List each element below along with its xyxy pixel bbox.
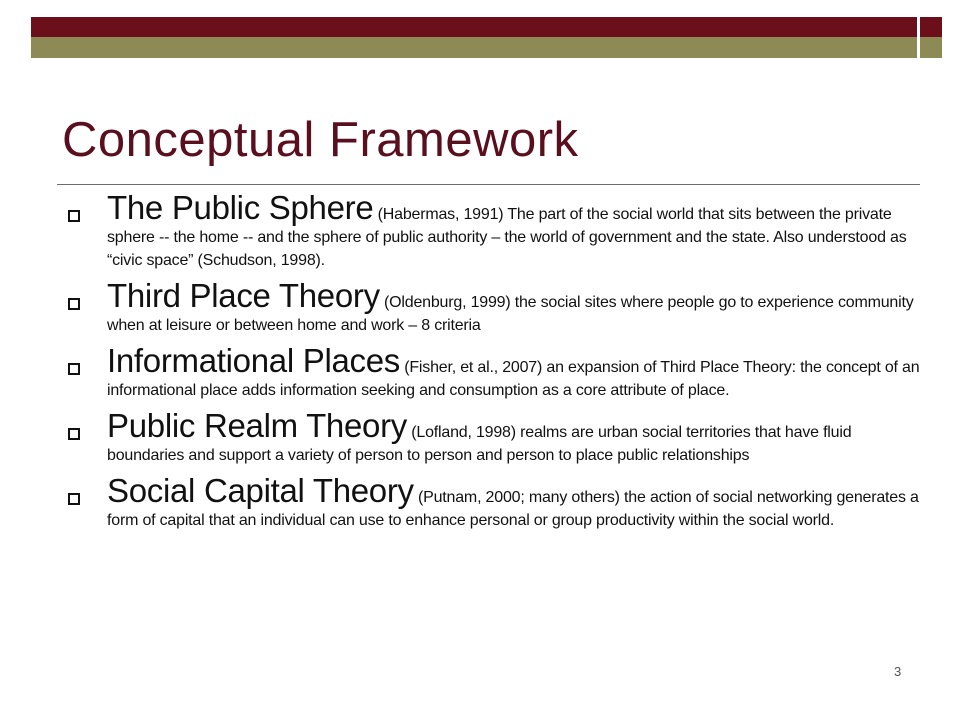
square-bullet-icon: [68, 210, 80, 222]
bullet-body: (Putnam, 2000; many others) the action of social networking generates a form of capital that an individual can use to enhance personal or group productivity within the social world.: [107, 489, 919, 529]
bullet-body: (Habermas, 1991) The part of the social world that sits between the private sphere -- the home -- and the sphere of public authority – the world of government and the state. Also understood as “civic space” (Schudson, 1998).: [107, 206, 907, 269]
title-underline: [57, 184, 920, 185]
square-bullet-icon: [68, 428, 80, 440]
bullet-item-social-capital: [62, 472, 922, 532]
bullet-body: (Oldenburg, 1999) the social sites where people go to experience community when at leisure or between home and work – 8 criteria: [107, 294, 914, 334]
square-bullet-icon: [68, 298, 80, 310]
bullet-body: (Fisher, et al., 2007) an expansion of Third Place Theory: the concept of an informational place adds information seeking and consumption as a core attribute of place.: [107, 359, 920, 399]
page-number: 3: [894, 664, 902, 679]
header-bar-maroon-right: [920, 17, 942, 37]
bullet-term: Public Realm Theory: [107, 407, 407, 444]
bullet-list: [62, 189, 922, 544]
bullet-term: Informational Places: [107, 342, 400, 379]
bullet-body: (Lofland, 1998) realms are urban social territories that have fluid boundaries and support a variety of person to person and person to place public relationships: [107, 424, 852, 464]
bullet-item-third-place: [62, 277, 922, 337]
bullet-item-public-realm: [62, 407, 922, 467]
slide-title: Conceptual Framework: [62, 113, 579, 167]
header-bar-olive: [31, 37, 942, 58]
bullet-term: Third Place Theory: [107, 277, 380, 314]
bullet-term: The Public Sphere: [107, 189, 374, 226]
header-bar-olive-right: [920, 37, 942, 58]
square-bullet-icon: [68, 363, 80, 375]
bullet-item-informational-places: [62, 342, 922, 402]
square-bullet-icon: [68, 493, 80, 505]
bullet-item-public-sphere: [62, 189, 922, 272]
header-bar-maroon: [31, 17, 942, 37]
bullet-term: Social Capital Theory: [107, 472, 414, 509]
header-bar: [0, 0, 960, 60]
